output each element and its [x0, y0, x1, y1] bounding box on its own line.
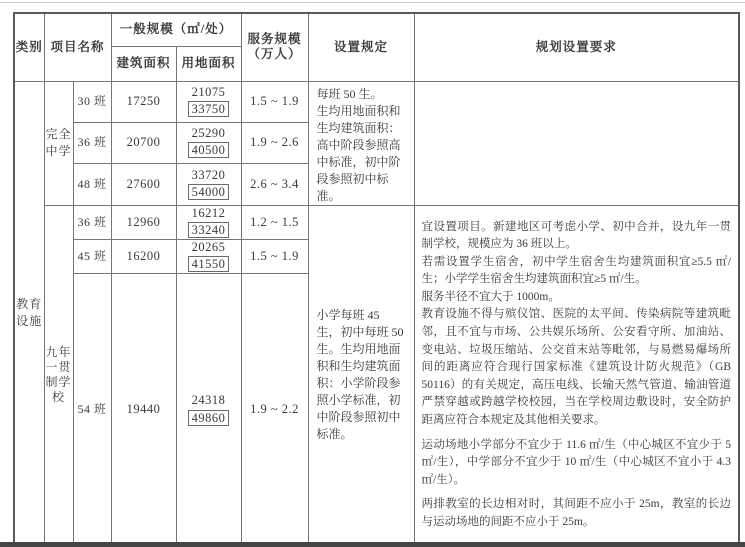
service-scale-cell: 1.9 ~ 2.6 — [241, 122, 308, 163]
service-scale-cell: 1.5 ~ 1.9 — [241, 239, 308, 273]
scan-edge-bottom-bar — [0, 542, 745, 547]
building-area-cell: 19440 — [111, 273, 176, 546]
building-area-cell: 20700 — [111, 122, 176, 163]
table-row — [14, 81, 739, 122]
school-group-label: 完全中学 — [45, 127, 72, 158]
class-size-cell: 54 班 — [73, 273, 111, 546]
col-header-setting-regulation: 设置规定 — [308, 13, 414, 81]
col-header-category: 类别 — [14, 13, 44, 81]
col-header-land-area: 用地面积 — [176, 46, 241, 81]
col-header-building-area: 建筑面积 — [111, 46, 176, 81]
land-area-boxed-value: 40500 — [188, 142, 230, 158]
land-area-cell — [176, 239, 241, 273]
col-header-project-name: 项目名称 — [44, 13, 111, 81]
planning-paragraph: 两排教室的长边相对时，其间距不应小于 25m，教室的长边与运动场地的间距不应小于 25m。 — [421, 498, 732, 528]
service-scale-cell: 1.9 ~ 2.2 — [241, 273, 308, 546]
service-scale-line1: 服务规模 — [247, 32, 302, 47]
col-header-planning-requirements: 规划设置要求 — [414, 13, 739, 81]
land-area-boxed-value: 54000 — [188, 184, 230, 200]
class-size-cell: 36 班 — [73, 205, 111, 239]
planning-paragraph: 教育设施不得与殡仪馆、医院的太平间、传染病院等建筑毗邻，且不宜与市场、公共娱乐场所、公安看守所、加油站、变电站、垃圾压缩站、公交首末站等毗邻，与易燃易爆场所间的距离应符合现行国家标准《建筑设计防火规范》（GB 50116）的有关规定，高压电线、长输天然气管道、输油管道严禁穿越或跨越学校校园，当在学校周边敷设时，安全防护距离应符合本规定及其他相关要求。 — [421, 308, 732, 427]
building-area-cell: 12960 — [111, 205, 176, 239]
building-area-cell: 27600 — [111, 164, 176, 205]
facility-standards-table — [13, 12, 740, 547]
class-size-cell: 48 班 — [73, 164, 111, 205]
col-header-general-scale: 一般规模（㎡/处） — [111, 13, 241, 46]
service-scale-cell: 1.2 ~ 1.5 — [241, 205, 308, 239]
land-area-boxed-value: 33240 — [188, 222, 230, 238]
land-area-cell — [176, 81, 241, 122]
land-area-cell — [176, 122, 241, 163]
regulation-cell-nine-year-school — [308, 205, 414, 546]
land-area-boxed-value: 33750 — [188, 101, 230, 117]
land-area-value: 24318 — [191, 392, 226, 407]
class-size-cell: 30 班 — [73, 81, 111, 122]
land-area-value: 20265 — [191, 239, 226, 254]
regulation-paragraph: 小学每班 45 生，初中每班 50 生。生均用地面积和生均建筑面积：小学阶段参照小学标准，初中阶段参照初中标准。 — [316, 308, 404, 442]
school-group-nine-year-school — [44, 205, 73, 546]
service-scale-cell: 2.6 ~ 3.4 — [241, 164, 308, 205]
regulation-cell-complete-middle-school — [308, 81, 414, 205]
col-header-service-scale — [241, 13, 308, 81]
category-label: 教育设施 — [16, 297, 43, 329]
class-size-cell: 36 班 — [73, 122, 111, 163]
regulation-paragraph: 生均用地面积和生均建筑面积：高中阶段参照高中标准，初中阶段参照初中标准。 — [316, 103, 401, 203]
regulation-paragraph: 每班 50 生。 — [316, 86, 383, 101]
scan-edge-top-line — [0, 2, 745, 3]
planning-paragraph: 宜设置项目。新建地区可考虑小学、初中合并，设九年一贯制学校，规模应为 36 班以上。 — [421, 220, 732, 251]
service-scale-line2: （万人） — [247, 47, 302, 62]
planning-cell-empty — [414, 81, 739, 205]
building-area-cell: 16200 — [111, 239, 176, 273]
planning-paragraph: 若需设置学生宿舍，初中学生宿舍生均建筑面积宜≥5.5 ㎡/生；小学学生宿舍生均建筑面积宜≥5 ㎡/生。 — [421, 255, 732, 286]
land-area-value: 25290 — [191, 126, 226, 141]
land-area-value: 16212 — [191, 205, 226, 220]
land-area-cell — [176, 273, 241, 546]
land-area-cell — [176, 205, 241, 239]
service-scale-cell: 1.5 ~ 1.9 — [241, 81, 308, 122]
table-row — [14, 205, 739, 239]
building-area-cell: 17250 — [111, 81, 176, 122]
class-size-cell: 45 班 — [73, 239, 111, 273]
land-area-cell — [176, 164, 241, 205]
school-group-label: 九年一贯制学校 — [45, 345, 72, 405]
planning-paragraph: 运动场地小学部分不宜少于 11.6 ㎡/生（中心城区不宜少于 5 ㎡/生），中学部分不宜少于 10 ㎡/生（中心城区不宜小于 4.3 ㎡/生）。 — [421, 438, 732, 486]
school-group-complete-middle-school — [44, 81, 73, 205]
land-area-boxed-value: 41550 — [188, 256, 230, 272]
land-area-boxed-value: 49860 — [188, 410, 230, 426]
planning-requirements-cell — [414, 205, 739, 546]
planning-paragraph: 服务半径不宜大于 1000m。 — [421, 290, 560, 303]
land-area-value: 33720 — [191, 167, 226, 182]
land-area-value: 21075 — [191, 85, 226, 100]
category-cell-education-facilities — [14, 81, 44, 546]
